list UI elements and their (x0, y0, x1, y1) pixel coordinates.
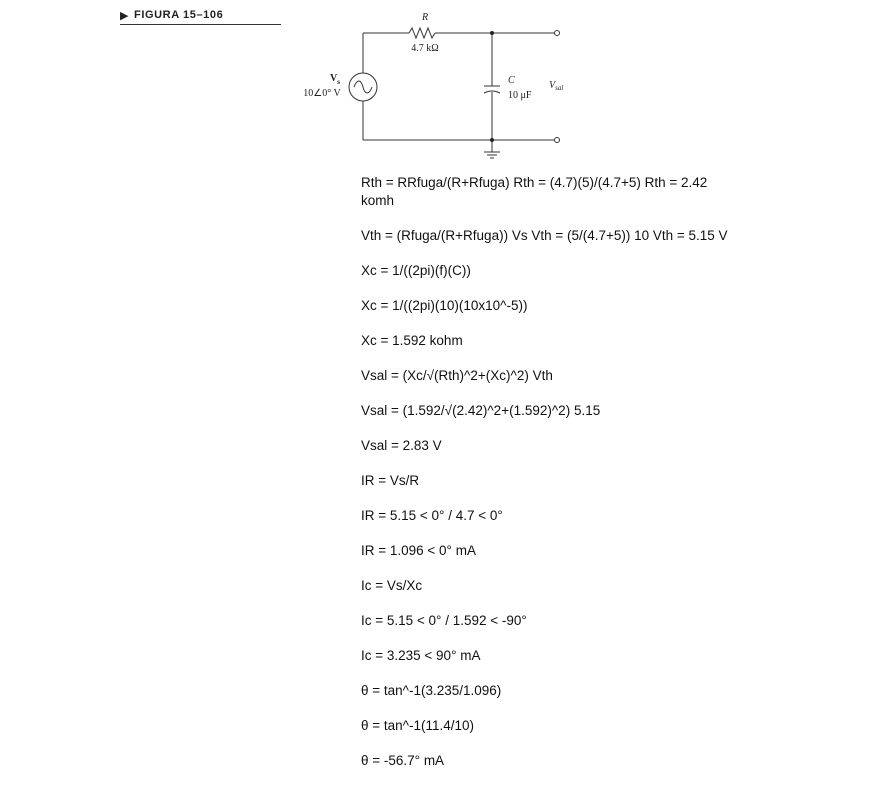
note-line: Vsal = (1.592/√(2.42)^2+(1.592)^2) 5.15 (361, 403, 601, 418)
figure-arrow-icon: ▶ (120, 10, 129, 22)
note-line: θ = tan^-1(11.4/10) (361, 718, 475, 733)
note-line: Rth = RRfuga/(R+Rfuga) Rth = (4.7)(5)/(4.7+5) Rth = 2.42 komh (361, 175, 708, 208)
note-line: Vsal = 2.83 V (361, 438, 442, 453)
note-line: Xc = 1/((2pi)(10)(10x10^-5)) (361, 298, 528, 313)
resistor-value: 4.7 kΩ (411, 43, 439, 54)
note-line: Ic = 5.15 < 0° / 1.592 < -90° (361, 613, 527, 628)
note-line: Xc = 1/((2pi)(f)(C)) (361, 263, 471, 278)
source-label: $V_s$ (330, 73, 340, 86)
node-dot-bottom (490, 138, 494, 142)
note-line: Ic = 3.235 < 90° mA (361, 648, 481, 663)
note-line: IR = 5.15 < 0° / 4.7 < 0° (361, 508, 503, 523)
note-line: IR = Vs/R (361, 473, 420, 488)
note-line: Vth = (Rfuga/(R+Rfuga)) Vs Vth = (5/(4.7+5)) 10 Vth = 5.15 V (361, 228, 728, 243)
note-line: Ic = Vs/Xc (361, 578, 423, 593)
output-terminal-top (555, 31, 560, 36)
circuit-diagram (290, 6, 590, 166)
note-line: Vsal = (Xc/√(Rth)^2+(Xc)^2) Vth (361, 368, 553, 383)
capacitor-value: 10 μF (508, 90, 532, 101)
figure-label: FIGURA 15–106 (134, 9, 224, 21)
note-line: IR = 1.096 < 0° mA (361, 543, 476, 558)
output-terminal-bottom (555, 138, 560, 143)
output-label: $V_{sal}$ (549, 80, 564, 92)
calculation-notes (361, 174, 741, 787)
source-value: 10∠0° V (303, 88, 341, 99)
resistor-label: R (421, 12, 429, 23)
note-line: θ = tan^-1(3.235/1.096) (361, 683, 502, 698)
node-dot-top (490, 31, 494, 35)
note-line: θ = -56.7° mA (361, 753, 445, 768)
resistor-zigzag (409, 28, 435, 38)
note-line: Xc = 1.592 kohm (361, 333, 463, 348)
figure-header (120, 8, 281, 25)
sine-wave-icon (354, 81, 372, 93)
capacitor-label: C (508, 75, 515, 86)
